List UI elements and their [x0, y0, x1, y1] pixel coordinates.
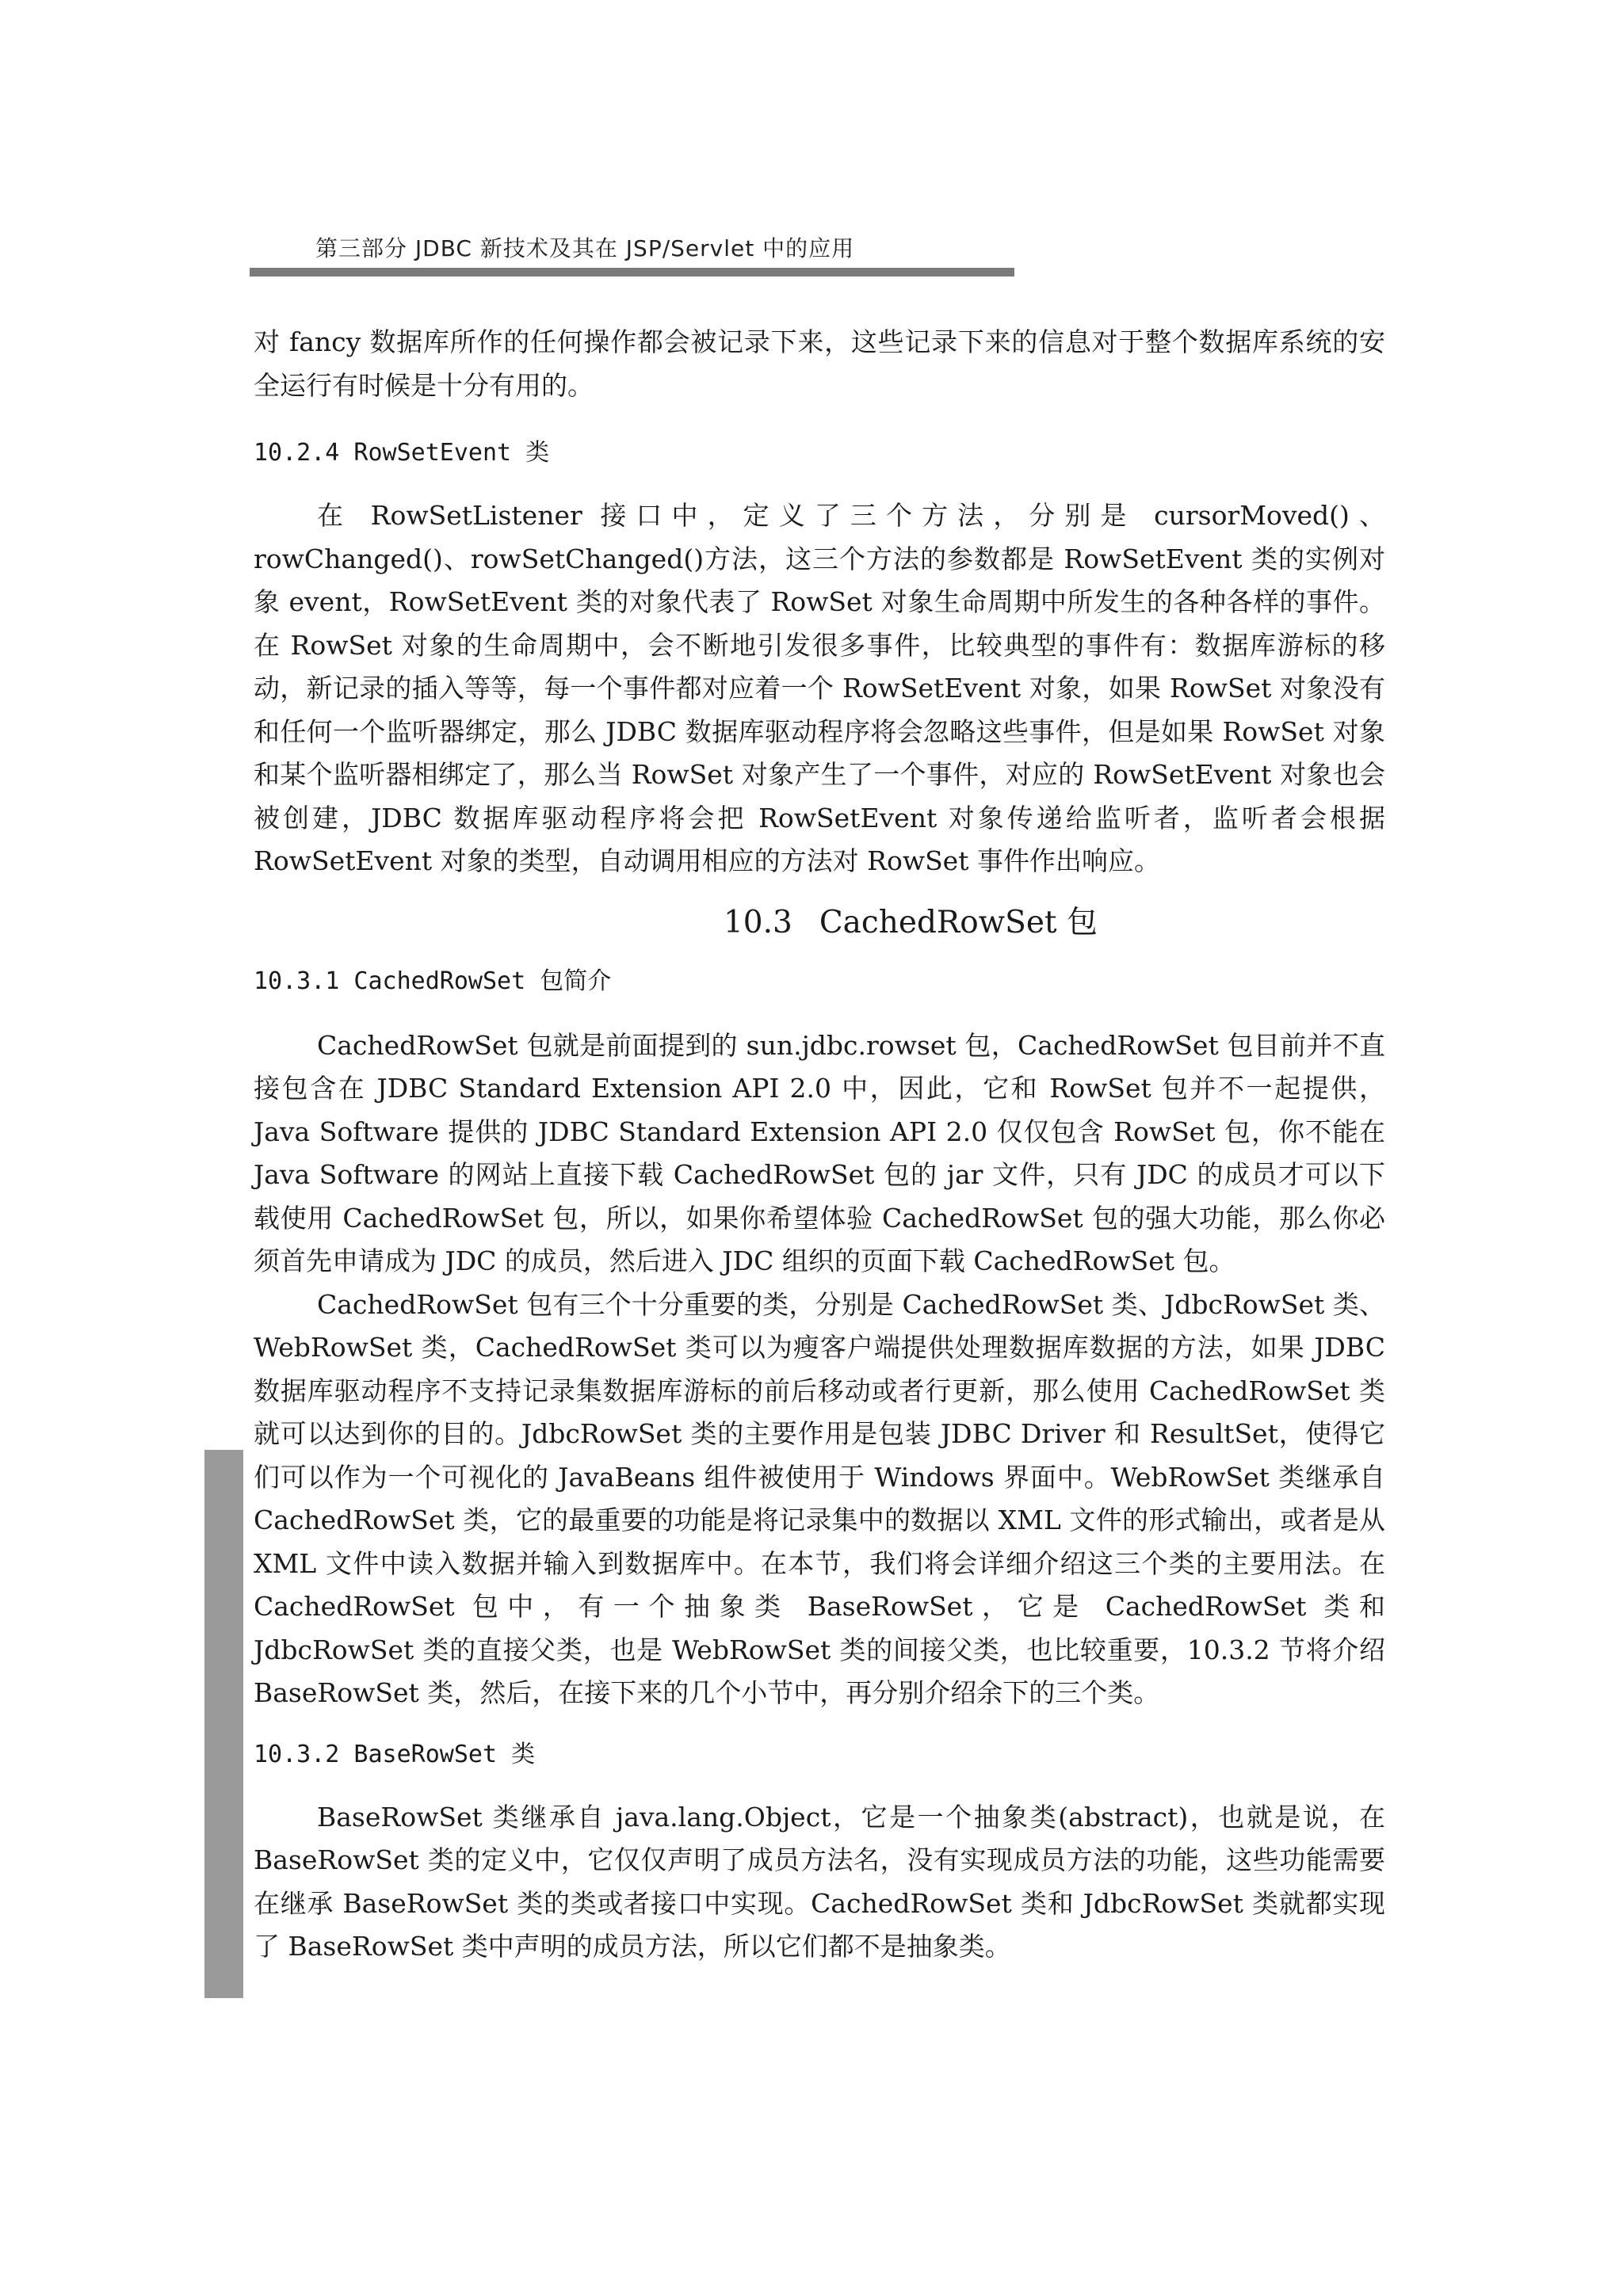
subsection-heading-10-2-4: 10.2.4 RowSetEvent 类	[254, 439, 550, 467]
section-title-text: CachedRowSet 包	[819, 904, 1098, 940]
running-head: 第三部分 JDBC 新技术及其在 JSP/Servlet 中的应用	[315, 235, 855, 261]
rowsetevent-paragraph: 在 RowSetListener 接口中，定义了三个方法，分别是 cursorMoved()、rowChanged()、rowSetChanged()方法，这三个方法的参数都是 RowSetEvent 类的实例对象 event，RowSetEvent 类的对象代表了 RowSet 对象生命周期中所发生的各种各样的事件。在 RowSet 对象的生命周期中，会不断地引发很多事件，比较典型的事件有：数据库游标的移动，新记录的插入等等，每一个事件都对应着一个 RowSetEvent 对象，如果 RowSet 对象没有和任何一个监听器绑定，那么 JDBC 数据库驱动程序将会忽略这些事件，但是如果 RowSet 对象和某个监听器相绑定了，那么当 RowSet 对象产生了一个事件，对应的 RowSetEvent 对象也会被创建，JDBC 数据库驱动程序将会把 RowSetEvent 对象传递给监听者，监听者会根据 RowSetEvent 对象的类型，自动调用相应的方法对 RowSet 事件作出响应。	[254, 500, 1385, 876]
subsection-heading-10-3-2: 10.3.2 BaseRowSet 类	[254, 1740, 536, 1768]
baserowset-paragraph: BaseRowSet 类继承自 java.lang.Object，它是一个抽象类(abstract)，也就是说，在 BaseRowSet 类的定义中，它仅仅声明了成员方法名，没有实现成员方法的功能，这些功能需要在继承 BaseRowSet 类的类或者接口中实现。CachedRowSet 类和 JdbcRowSet 类就都实现了 BaseRowSet 类中声明的成员方法，所以它们都不是抽象类。	[254, 1801, 1385, 1962]
section-heading-10-3	[254, 898, 1385, 942]
margin-thumb-tab	[204, 1450, 243, 1998]
page-body	[254, 321, 1385, 1969]
section-number: 10.3	[723, 904, 792, 940]
cachedrowset-classes-paragraph: CachedRowSet 包有三个十分重要的类，分别是 CachedRowSet 类、JdbcRowSet 类、WebRowSet 类，CachedRowSet 类可以为瘦客户端提供处理数据库数据的方法，如果 JDBC 数据库驱动程序不支持记录集数据库游标的前后移动或者行更新，那么使用 CachedRowSet 类就可以达到你的目的。JdbcRowSet 类的主要作用是包装 JDBC Driver 和 ResultSet，使得它们可以作为一个可视化的 JavaBeans 组件被使用于 Windows 界面中。WebRowSet 类继承自 CachedRowSet 类，它的最重要的功能是将记录集中的数据以 XML 文件的形式输出，或者是从 XML 文件中读入数据并输入到数据库中。在本节，我们将会详细介绍这三个类的主要用法。在 CachedRowSet 包中，有一个抽象类 BaseRowSet，它是 CachedRowSet 类和 JdbcRowSet 类的直接父类，也是 WebRowSet 类的间接父类，也比较重要，10.3.2 节将介绍 BaseRowSet 类，然后，在接下来的几个小节中，再分别介绍余下的三个类。	[254, 1288, 1385, 1708]
intro-paragraph: 对 fancy 数据库所作的任何操作都会被记录下来，这些记录下来的信息对于整个数据库系统的安全运行有时候是十分有用的。	[254, 326, 1385, 401]
cachedrowset-intro-paragraph: CachedRowSet 包就是前面提到的 sun.jdbc.rowset 包，CachedRowSet 包目前并不直接包含在 JDBC Standard Extension API 2.0 中，因此，它和 RowSet 包并不一起提供，Java Software 提供的 JDBC Standard Extension API 2.0 仅仅包含 RowSet 包，你不能在 Java Software 的网站上直接下载 CachedRowSet 包的 jar 文件，只有 JDC 的成员才可以下载使用 CachedRowSet 包，所以，如果你希望体验 CachedRowSet 包的强大功能，那么你必须首先申请成为 JDC 的成员，然后进入 JDC 组织的页面下载 CachedRowSet 包。	[254, 1029, 1385, 1276]
header-rule	[250, 268, 1014, 277]
subsection-heading-10-3-1: 10.3.1 CachedRowSet 包简介	[254, 967, 612, 995]
